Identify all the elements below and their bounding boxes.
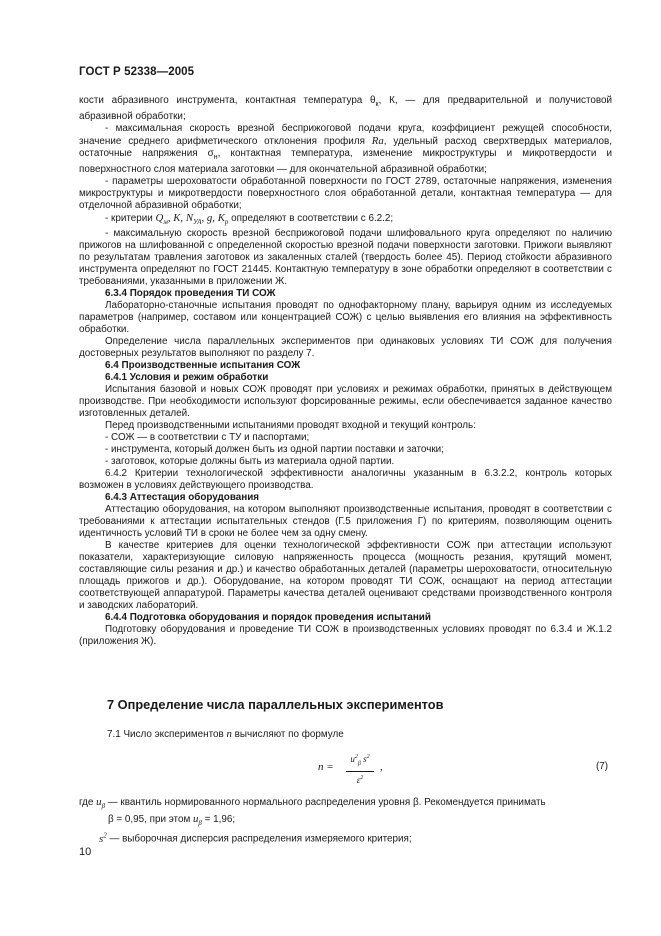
formula: n = $u^2_\beta$ $s^2$ $\varepsilon^2$ ,: [318, 754, 383, 785]
paragraph: - параметры шероховатости обработанной поверхности по ГОСТ 2789, остаточные напряжения, изменения микроструктуры и микротвердости поверхностного слоя обработанной детали, контактная температура — для отделочной абразивной обработки;: [79, 175, 612, 211]
paragraph: Аттестацию оборудования, на котором выполняют производственные испытания, проводят в соответствии с требованиями к аттестации испытательных стендов (Г.5 приложения Г) по критериям, позволяющим оценить идентичность условий ТИ в сроки не более чем за одну смену.: [79, 504, 612, 540]
paragraph: Испытания базовой и новых СОЖ проводят при условиях и режимах обработки, принятых в действующем производстве. При необходимости используют форсированные режимы, если обеспечивается заданное качество изготовленных деталей.: [79, 384, 612, 420]
list-item: - СОЖ — в соответствии с ТУ и паспортами;: [105, 432, 310, 444]
list-item: - заготовок, которые должны быть из материала одной партии.: [105, 456, 395, 468]
paragraph: - максимальная скорость врезной бесприжоговой подачи круга, коэффициент режущей способности, значение среднего арифметического отклонения профиля Ra, удельный расход сверхтвердых материалов, остаточные напряжения $\sigma_н$, контактная температура, изменение микроструктуры и микротвердости и поверхностного слоя материала заготовки — для окончательной абразивной обработки;: [79, 122, 612, 175]
subsection-heading: 6.4.3 Аттестация оборудования: [105, 492, 260, 504]
document-body: [79, 95, 612, 648]
section-title: 7 Определение числа параллельных экспериментов: [107, 697, 444, 712]
definition: β = 0,95, при этом $u_\beta = 1,96$;: [108, 812, 236, 827]
paragraph: Определение числа параллельных экспериментов при одинаковых условиях ТИ СОЖ для получения достоверных результатов выполняют по разделу 7.: [79, 336, 612, 360]
list-item: - инструмента, который должен быть из одной партии поставки и заточки;: [105, 444, 444, 456]
document-header: ГОСТ Р 52338—2005: [79, 66, 195, 78]
page-number: 10: [79, 846, 92, 858]
definition: где $u_\beta$ — квантиль нормированного нормального распределения уровня β. Рекомендуется принимать: [79, 796, 546, 811]
definitions: [79, 796, 612, 846]
definition: $s^2$ — выборочная дисперсия распределения измеряемого критерия;: [99, 831, 412, 845]
subsection-heading: 6.4.1 Условия и режим обработки: [105, 372, 269, 384]
paragraph: 6.4.2 Критерии технологической эффективности аналогичны указанным в 6.3.2.2, контроль которых возможен в условиях действующего производства.: [79, 468, 612, 492]
subsection-heading: 6.4.4 Подготовка оборудования и порядок проведения испытаний: [105, 612, 431, 624]
paragraph: кости абразивного инструмента, контактная температура $\theta_к$, К, — для предварительной и получистовой абразивной обработки;: [79, 95, 612, 122]
paragraph: 7.1 Число экспериментов n вычисляют по формуле: [107, 728, 344, 740]
paragraph: В качестве критериев для оценки технологической эффективности СОЖ при аттестации используют показатели, характеризующие силовую напряженность процесса (мощность резания, крутящий момент, составляющие силы резания и др.) и качество обработанных деталей (параметры шероховатости, относительную площадь прижогов и др.). Оборудование, на котором проводят ТИ СОЖ, оснащают на период аттестации соответствующей аппаратурой. Параметры качества деталей оценивают средствами производственного контроля и заводских лабораторий.: [79, 540, 612, 612]
equation-number: (7): [596, 761, 609, 772]
paragraph: - максимальную скорость врезной бесприжоговой подачи шлифовального круга определяют по наличию прижогов на шлифованной с определенной скоростью врезной подачи поверхности заготовки. Прижоги выявляют по результатам травления заготовок из закаленных сталей (твердость более 45). Период стойкости абразивного инструмента определяют по ГОСТ 21445. Контактную температуру в зоне обработки определяют в соответствии с требованиями, указанными в приложении Ж.: [79, 228, 612, 288]
paragraph: Перед производственными испытаниями проводят входной и текущий контроль:: [105, 420, 476, 432]
subsection-heading: 6.3.4 Порядок проведения ТИ СОЖ: [105, 288, 276, 300]
paragraph: Подготовку оборудования и проведение ТИ СОЖ в производственных условиях проводят по 6.3.4 и Ж.1.2 (приложения Ж).: [79, 624, 612, 648]
paragraph: - критерии $Q_м$, K, $N_{УА}$, g, $K_р$ определяют в соответствии с 6.2.2;: [105, 211, 394, 227]
subsection-heading: 6.4 Производственные испытания СОЖ: [105, 360, 301, 372]
paragraph: Лабораторно-станочные испытания проводят по однофакторному плану, варьируя одним из исследуемых параметров (например, составом или концентрацией СОЖ) с целью выявления его влияния на эффективность обработки.: [79, 300, 612, 336]
